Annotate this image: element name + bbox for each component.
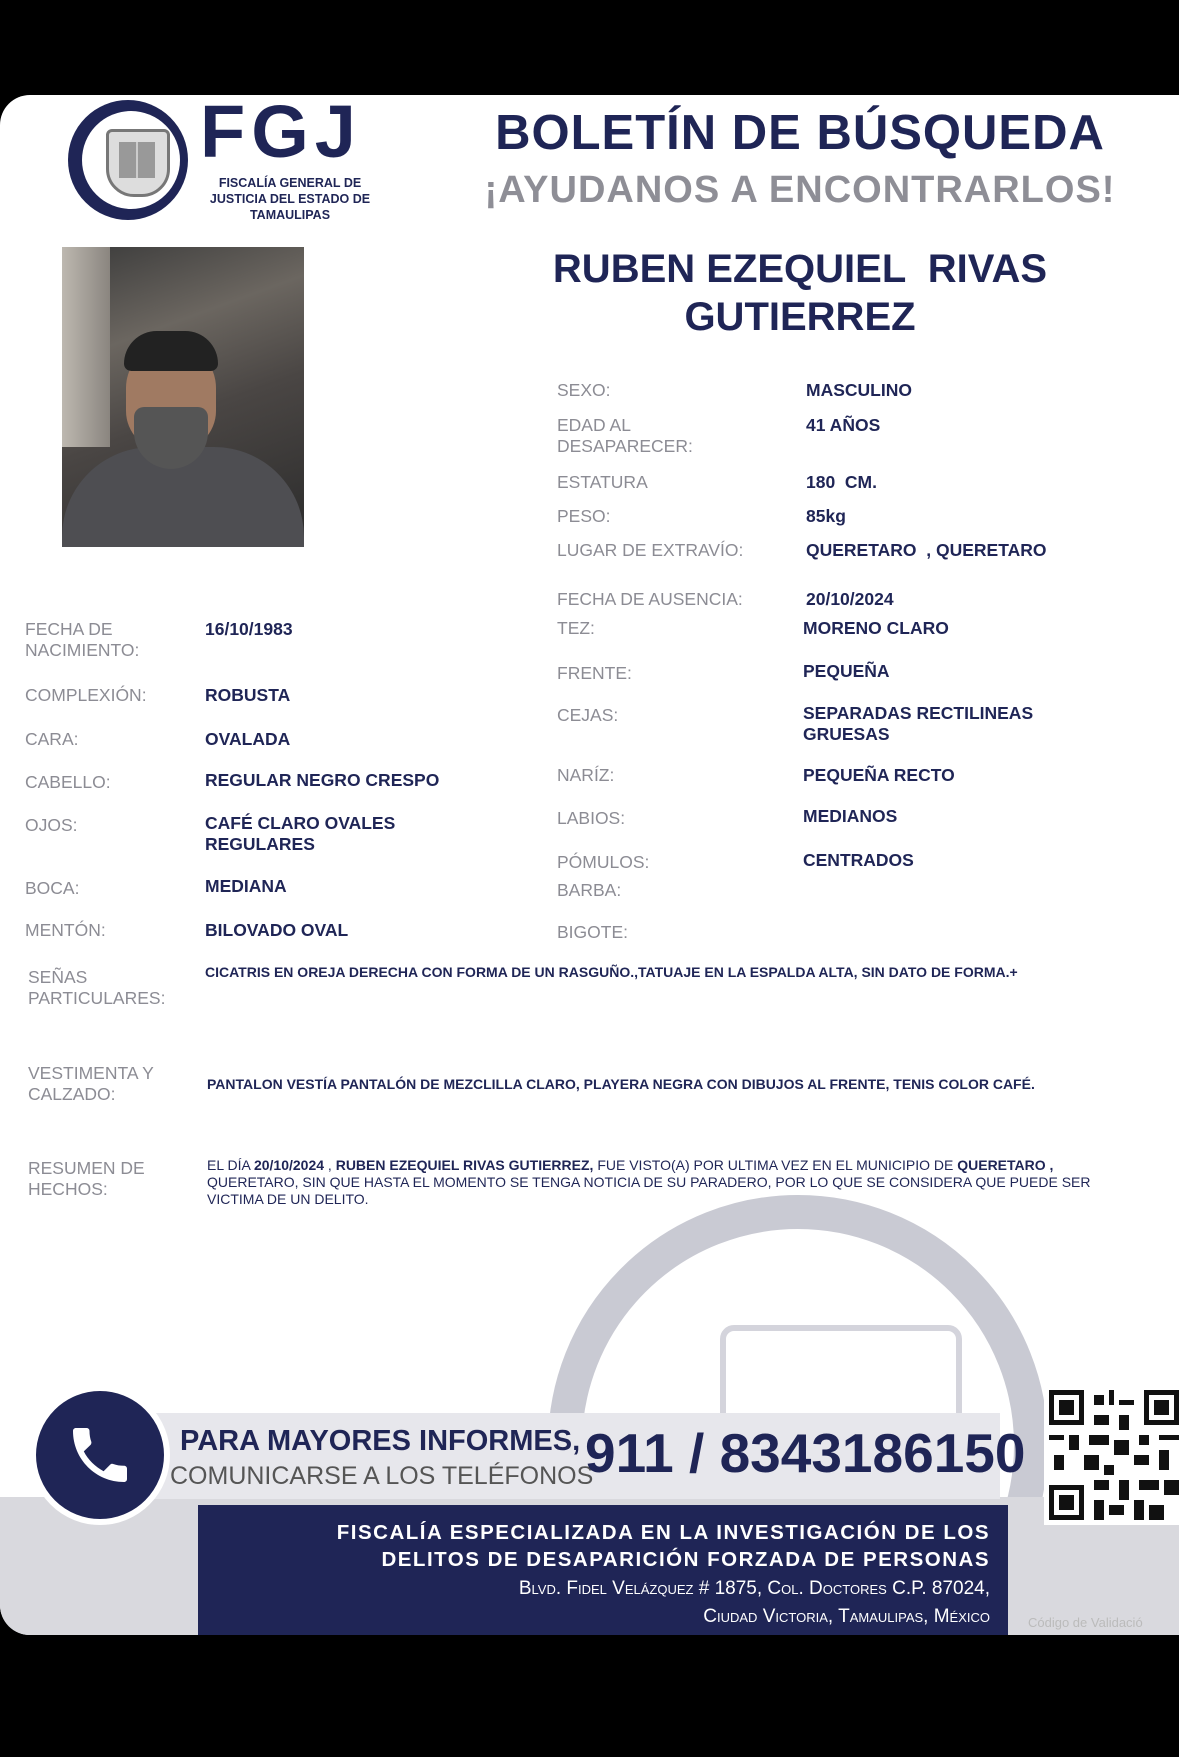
fiscalia-box [198, 1505, 1008, 1635]
label-cara: CARA: [25, 729, 79, 749]
value-tez: MORENO CLARO [803, 618, 949, 638]
phone-numbers: 911 / 8343186150 [585, 1422, 1026, 1484]
fiscalia-line2: DELITOS DE DESAPARICIÓN FORZADA DE PERSONAS [381, 1548, 990, 1571]
search-bulletin [0, 95, 1179, 1635]
label-vestimenta: VESTIMENTA Y CALZADO: [28, 1063, 154, 1104]
label-fecha-nacimiento: FECHA DE NACIMIENTO: [25, 619, 140, 660]
value-cara: OVALADA [205, 729, 291, 749]
label-frente: FRENTE: [557, 663, 632, 683]
fgj-logo-text: FGJ [200, 95, 362, 173]
label-resumen: RESUMEN DE HECHOS: [28, 1158, 145, 1199]
tamaulipas-shield-icon [106, 129, 170, 197]
label-senas-particulares: SEÑAS PARTICULARES: [28, 967, 166, 1008]
person-name-line1: RUBEN EZEQUIEL RIVAS [552, 247, 1048, 291]
fgj-logo-subtitle: FISCALÍA GENERAL DE JUSTICIA DEL ESTADO DE TAMAULIPAS [209, 176, 371, 222]
bulletin-title: BOLETÍN DE BÚSQUEDA [495, 106, 1105, 160]
phone-icon [30, 1385, 170, 1525]
value-pomulos: CENTRADOS [803, 850, 914, 870]
label-pomulos: PÓMULOS: [557, 852, 650, 872]
fiscalia-name [337, 1519, 990, 1573]
missing-person-photo [62, 247, 304, 547]
label-cabello: CABELLO: [25, 772, 111, 792]
label-bigote: BIGOTE: [557, 922, 628, 942]
address-line1: Blvd. Fidel Velázquez # 1875, Col. Doctores C.P. 87024, [518, 1578, 990, 1599]
label-nariz: NARÍZ: [557, 765, 615, 785]
label-labios: LABIOS: [557, 808, 626, 828]
label-peso: PESO: [557, 506, 611, 526]
label-fecha-ausencia: FECHA DE AUSENCIA: [557, 589, 743, 609]
resumen-place: QUERETARO , [957, 1157, 1054, 1173]
label-tez: TEZ: [557, 618, 595, 638]
value-cejas: SEPARADAS RECTILINEAS GRUESAS [803, 703, 1034, 744]
value-nariz: PEQUEÑA RECTO [803, 765, 955, 785]
label-menton: MENTÓN: [25, 920, 106, 940]
value-complexion: ROBUSTA [205, 685, 291, 705]
value-menton: BILOVADO OVAL [205, 920, 349, 940]
informes-line1: PARA MAYORES INFORMES, [180, 1425, 581, 1457]
value-fecha-ausencia: 20/10/2024 [806, 589, 894, 609]
label-boca: BOCA: [25, 878, 80, 898]
resumen-text-3: FUE VISTO(A) POR ULTIMA VEZ EN EL MUNICIPIO DE [593, 1157, 958, 1173]
label-lugar-extravio: LUGAR DE EXTRAVÍO: [557, 540, 744, 560]
value-lugar-extravio: QUERETARO , QUERETARO [806, 540, 1047, 560]
label-barba: BARBA: [557, 880, 622, 900]
validation-code-label: Código de Validació [1028, 1615, 1143, 1630]
label-ojos: OJOS: [25, 815, 78, 835]
resumen-date: 20/10/2024 [253, 1157, 325, 1173]
value-vestimenta: PANTALON VESTÍA PANTALÓN DE MEZCLILLA CLARO, PLAYERA NEGRA CON DIBUJOS AL FRENTE, TENIS COLOR CAFÉ. [207, 1076, 1035, 1092]
label-complexion: COMPLEXIÓN: [25, 685, 147, 705]
resumen-name: RUBEN EZEQUIEL RIVAS GUTIERREZ, [335, 1157, 594, 1173]
label-edad: EDAD AL DESAPARECER: [557, 415, 693, 456]
label-sexo: SEXO: [557, 380, 611, 400]
resumen-text-2: , [324, 1157, 336, 1173]
resumen-text-1: EL DÍA [207, 1157, 254, 1173]
value-estatura: 180 CM. [806, 472, 877, 492]
person-name [480, 245, 1120, 341]
value-senas-particulares: CICATRIS EN OREJA DERECHA CON FORMA DE UN RASGUÑO.,TATUAJE EN LA ESPALDA ALTA, SIN DATO DE FORMA.+ [205, 964, 1018, 980]
value-sexo: MASCULINO [806, 380, 912, 400]
value-ojos: CAFÉ CLARO OVALES REGULARES [205, 813, 396, 854]
address-line2: Ciudad Victoria, Tamaulipas, México [703, 1606, 990, 1627]
bulletin-subtitle: ¡AYUDANOS A ENCONTRARLOS! [484, 169, 1116, 211]
value-fecha-nacimiento: 16/10/1983 [205, 619, 293, 639]
value-peso: 85kg [806, 506, 846, 526]
value-labios: MEDIANOS [803, 806, 898, 826]
qr-code-icon[interactable] [1044, 1385, 1179, 1525]
person-name-line2: GUTIERREZ [684, 295, 916, 339]
label-cejas: CEJAS: [557, 705, 619, 725]
informes-line2: COMUNICARSE A LOS TELÉFONOS [170, 1462, 594, 1490]
resumen-text-4: QUERETARO, SIN QUE HASTA EL MOMENTO SE TENGA NOTICIA DE SU PARADERO, POR LO QUE SE CONSIDERA QUE PUEDE SER VICTIMA DE UN DELITO. [207, 1174, 1091, 1207]
value-edad: 41 AÑOS [806, 415, 881, 435]
fiscalia-address [519, 1575, 990, 1631]
value-resumen [207, 1157, 1107, 1208]
label-estatura: ESTATURA [557, 472, 648, 492]
value-cabello: REGULAR NEGRO CRESPO [205, 770, 440, 790]
value-frente: PEQUEÑA [803, 661, 890, 681]
fiscalia-line1: FISCALÍA ESPECIALIZADA EN LA INVESTIGACIÓN DE LOS [336, 1521, 990, 1544]
value-boca: MEDIANA [205, 876, 287, 896]
